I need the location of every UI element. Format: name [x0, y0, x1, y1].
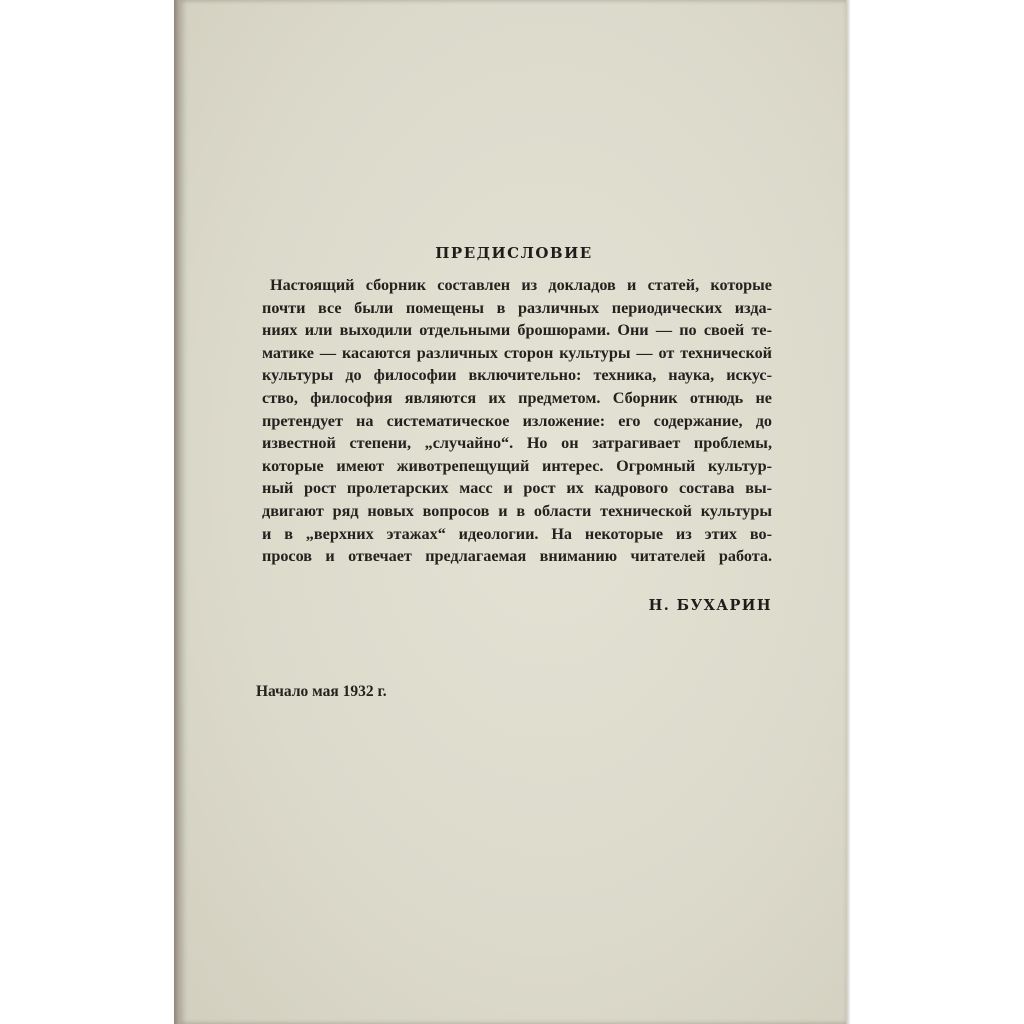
body-line: которые имеют животрепещущий интерес. Огромный культур- — [262, 456, 772, 475]
author-signature: Н. БУХАРИН — [648, 597, 772, 614]
body-line: ниях или выходили отдельными брошюрами. Они — по своей те- — [262, 321, 772, 340]
body-line: известной степени, „случайно“. Но он затрагивает проблемы, — [262, 434, 772, 453]
body-line: просов и отвечает предлагаемая вниманию читателей работа. — [262, 547, 772, 566]
preface-body — [262, 274, 772, 568]
date-line: Начало мая 1932 г. — [256, 683, 387, 700]
body-line: ство, философия являются их предметом. Сборник отнюдь не — [262, 388, 772, 407]
body-line: Настоящий сборник составлен из докладов и статей, которые — [270, 276, 772, 294]
page-title: ПРЕДИСЛОВИЕ — [435, 244, 593, 262]
body-line: матике — касаются различных сторон культуры — от технической — [262, 343, 772, 362]
body-line: почти все были помещены в различных периодических изда- — [262, 298, 772, 317]
page-right-edge — [846, 0, 850, 1024]
body-line: двигают ряд новых вопросов и в области технической культуры — [262, 501, 772, 520]
body-line: культуры до философии включительно: техника, наука, искус- — [262, 366, 772, 385]
body-line: и в „верхних этажах“ идеологии. На некоторые из этих во- — [262, 524, 772, 543]
body-line: ный рост пролетарских масс и рост их кадрового состава вы- — [262, 479, 772, 498]
body-line: претендует на систематическое изложение: его содержание, до — [262, 411, 772, 430]
